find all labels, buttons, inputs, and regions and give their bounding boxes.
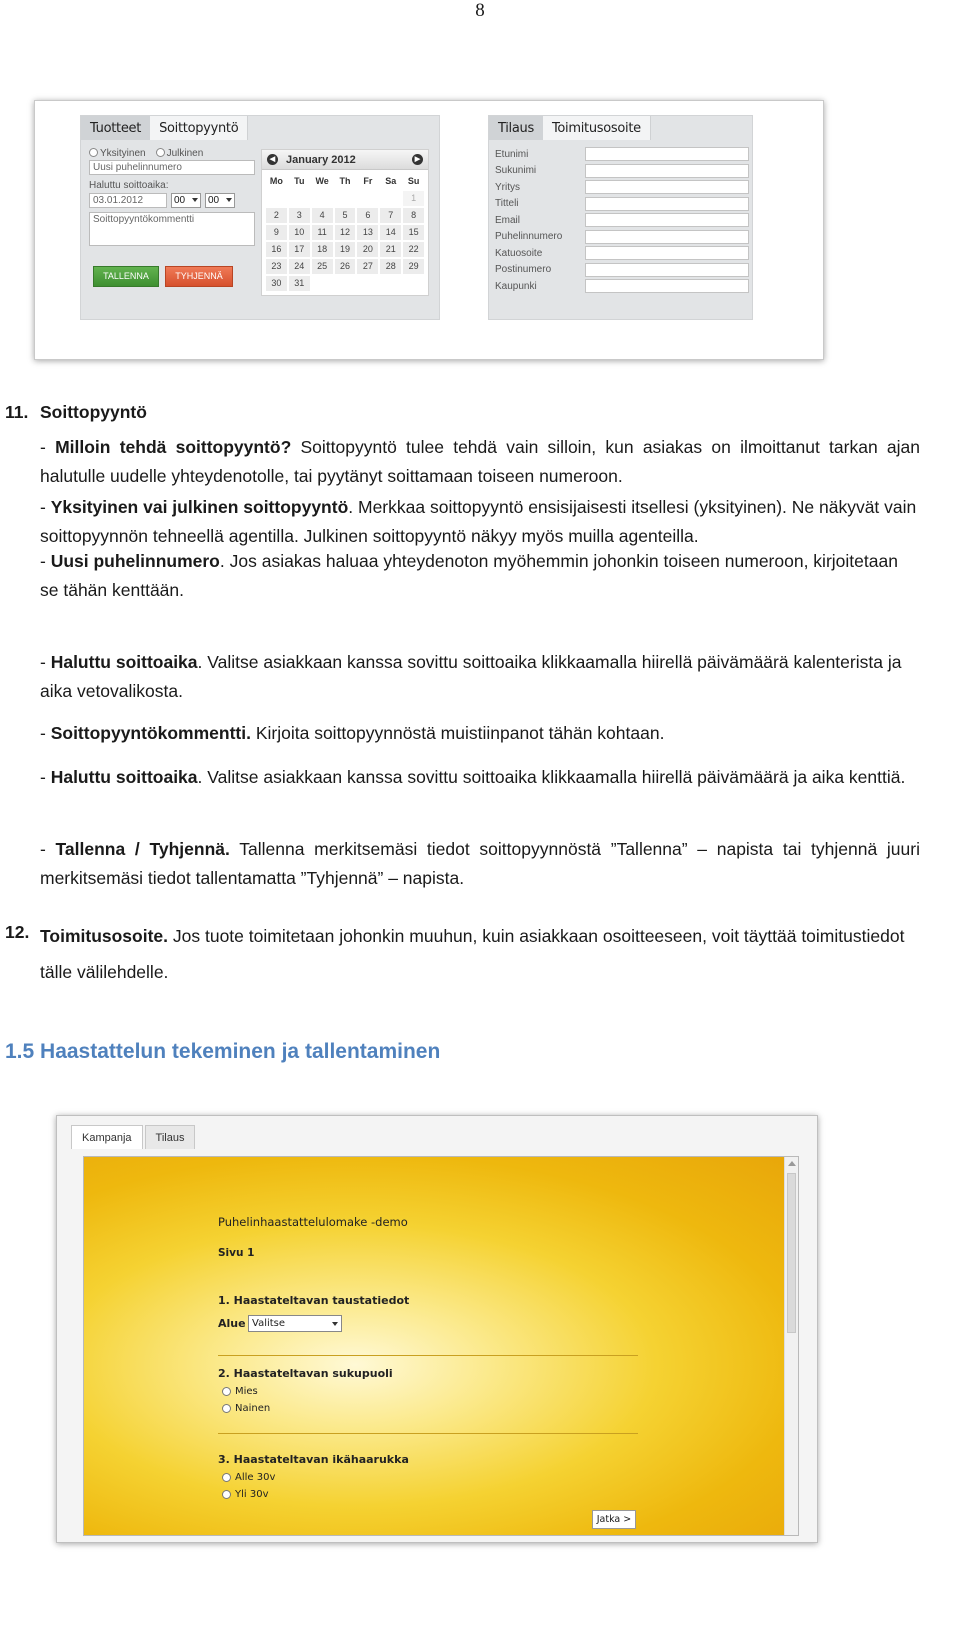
- weekday-label: Sa: [385, 176, 397, 186]
- survey-tabs: [71, 1125, 197, 1149]
- calendar-day[interactable]: 15: [403, 225, 424, 240]
- field-input[interactable]: [585, 279, 749, 293]
- weekday-label: Tu: [294, 176, 305, 186]
- next-button[interactable]: Jatka >: [592, 1510, 636, 1529]
- left-tabs: [81, 116, 248, 140]
- address-field-row: [495, 146, 749, 162]
- date-input[interactable]: 03.01.2012: [89, 193, 167, 208]
- tab-order[interactable]: Tilaus: [145, 1125, 196, 1149]
- hour-select[interactable]: [171, 193, 201, 208]
- bold-lead: Haluttu soittoaika: [50, 767, 198, 787]
- divider: [218, 1355, 638, 1356]
- calendar-day[interactable]: 25: [312, 259, 333, 274]
- calendar-day[interactable]: 11: [312, 225, 333, 240]
- address-field-row: [495, 163, 749, 179]
- radio-label: Yli 30v: [235, 1489, 269, 1500]
- address-field-row: [495, 212, 749, 228]
- dropdown-arrow-icon: [226, 198, 232, 202]
- calendar-day[interactable]: 29: [403, 259, 424, 274]
- calendar-day[interactable]: 20: [357, 242, 378, 257]
- clear-button[interactable]: TYHJENNÄ: [165, 266, 233, 287]
- page-number: 8: [475, 0, 485, 21]
- field-input[interactable]: [585, 213, 749, 227]
- para-new-number: - Uusi puhelinnumero. Jos asiakas haluaa yhteydenoton myöhemmin johonkin toiseen numeroon, kirjoitetaan se tähän kenttään.: [40, 551, 898, 600]
- comment-textarea[interactable]: Soittopyyntökommentti: [89, 212, 255, 246]
- minute-value: 00: [208, 195, 220, 206]
- area-label: Alue: [218, 1317, 246, 1330]
- scroll-up-icon[interactable]: [788, 1161, 796, 1166]
- para-text: Jos tuote toimitetaan johonkin muuhun, kuin asiakkaan osoitteeseen, voit täyttää toimitustiedot tälle välilehdelle.: [40, 926, 905, 982]
- para-call-time-2: - Haluttu soittoaika. Valitse asiakkaan kanssa sovittu soittoaika klikkaamalla hiirellä päivämäärä ja aika kenttiä.: [40, 767, 906, 787]
- calendar-grid: [262, 170, 428, 291]
- hour-value: 00: [174, 195, 186, 206]
- section-heading: 1.5 Haastattelun tekeminen ja tallentaminen: [5, 1040, 441, 1063]
- address-field-row: [495, 179, 749, 195]
- calendar: [261, 149, 429, 296]
- field-label: Puhelinnumero: [495, 231, 563, 242]
- callback-form: [89, 146, 255, 316]
- bold-lead: Soittopyyntökommentti.: [50, 723, 251, 743]
- radio-over-30[interactable]: [222, 1489, 269, 1500]
- para-text: . Merkkaa soittopyyntö ensisijaisesti itsellesi (yksityinen). Ne näkyvät vain soittopyynnön tehneellä agentilla. Julkinen soittopyyntö näkyy myös muilla agenteilla.: [40, 497, 917, 546]
- section-12-number: 12.: [5, 922, 30, 942]
- calendar-day[interactable]: 30: [266, 276, 287, 291]
- calendar-day[interactable]: 16: [266, 242, 287, 257]
- calendar-day[interactable]: 26: [335, 259, 356, 274]
- calendar-header: [262, 150, 428, 170]
- radio-private[interactable]: [89, 148, 146, 159]
- field-input[interactable]: [585, 230, 749, 244]
- para-call-time: - Haluttu soittoaika. Valitse asiakkaan kanssa sovittu soittoaika klikkaamalla hiirellä päivämäärä kalenterista ja aika vetovalikosta.: [40, 652, 902, 701]
- calendar-day[interactable]: 14: [380, 225, 401, 240]
- save-button[interactable]: TALLENNA: [93, 266, 159, 287]
- tab-delivery-address[interactable]: Toimitusosoite: [543, 116, 651, 140]
- radio-label: Mies: [235, 1386, 258, 1397]
- calendar-day[interactable]: 27: [357, 259, 378, 274]
- field-label: Kaupunki: [495, 280, 537, 292]
- callback-panel: [80, 115, 440, 320]
- calendar-day[interactable]: 8: [403, 208, 424, 223]
- calendar-day[interactable]: 19: [335, 242, 356, 257]
- radio-public[interactable]: [156, 148, 204, 159]
- weekday-label: Su: [407, 176, 420, 186]
- calendar-day[interactable]: 4: [312, 208, 333, 223]
- calendar-day[interactable]: 5: [335, 208, 356, 223]
- field-input[interactable]: [585, 197, 749, 211]
- radio-circle-icon: [222, 1387, 231, 1396]
- calendar-day[interactable]: 6: [357, 208, 378, 223]
- minute-select[interactable]: [205, 193, 235, 208]
- right-tabs: [489, 116, 651, 140]
- field-label: Titteli: [495, 198, 519, 209]
- radio-circle-icon: [156, 148, 165, 157]
- bold-lead: Uusi puhelinnumero: [50, 551, 220, 571]
- callback-form-screenshot: [34, 100, 824, 360]
- area-select-value: Valitse: [252, 1318, 286, 1329]
- field-input[interactable]: [585, 263, 749, 277]
- calendar-day[interactable]: 12: [335, 225, 356, 240]
- bold-lead: Tallenna / Tyhjennä.: [55, 839, 230, 859]
- prev-month-icon[interactable]: ◀: [267, 154, 278, 165]
- calendar-day[interactable]: 2: [266, 208, 287, 223]
- section-11-number: 11.: [5, 402, 29, 422]
- calendar-empty-cell: [289, 191, 310, 206]
- radio-circle-icon: [222, 1473, 231, 1482]
- address-field-row: [495, 196, 749, 212]
- radio-label: Nainen: [235, 1403, 271, 1414]
- calendar-day[interactable]: 3: [289, 208, 310, 223]
- calendar-day[interactable]: 24: [289, 259, 310, 274]
- calendar-empty-cell: [335, 191, 356, 206]
- radio-circle-icon: [222, 1404, 231, 1413]
- calendar-day[interactable]: 23: [266, 259, 287, 274]
- calendar-day[interactable]: 1: [403, 191, 424, 206]
- address-field-row: [495, 278, 749, 294]
- radio-circle-icon: [222, 1490, 231, 1499]
- field-label: Postinumero: [495, 264, 552, 275]
- para-text: Tallenna merkitsemäsi tiedot soittopyynnöstä ”Tallenna” – napista tai tyhjennä juuri merkitsemäsi tiedot tallentamatta ”Tyhjennä” – napista.: [40, 839, 920, 888]
- area-select[interactable]: [248, 1315, 342, 1332]
- address-fields: [495, 146, 749, 295]
- weekday-label: Mo: [269, 176, 283, 186]
- bold-lead: Haluttu soittoaika: [50, 652, 198, 672]
- visibility-radios: [89, 146, 255, 160]
- radio-label: Yksityinen: [100, 147, 146, 159]
- survey-title: Puhelinhaastattelulomake -demo: [218, 1215, 408, 1229]
- calendar-day[interactable]: 18: [312, 242, 333, 257]
- para-save-clear: - Tallenna / Tyhjennä. Tallenna merkitsemäsi tiedot soittopyynnöstä ”Tallenna” – napista tai tyhjennä juuri merkitsemäsi tiedot tallentamatta ”Tyhjennä” – napista.: [40, 839, 920, 888]
- tab-campaign[interactable]: Kampanja: [71, 1125, 143, 1149]
- calendar-day[interactable]: 9: [266, 225, 287, 240]
- heading-text: Soittopyyntö: [40, 402, 147, 422]
- calendar-month: January 2012: [286, 153, 356, 166]
- para-text: . Jos asiakas haluaa yhteydenoton myöhemmin johonkin toiseen numeroon, kirjoitetaan se tähän kenttään.: [40, 551, 898, 600]
- survey-page-label: Sivu 1: [218, 1247, 255, 1259]
- address-field-row: [495, 229, 749, 245]
- radio-under-30[interactable]: [222, 1472, 275, 1483]
- field-label: Sukunimi: [495, 165, 537, 176]
- field-label: Katuosoite: [495, 247, 543, 259]
- para-private-public: - Yksityinen vai julkinen soittopyyntö. Merkkaa soittopyyntö ensisijaisesti itsellesi (yksityinen). Ne näkyvät vain soittopyynnön tehneellä agentilla. Julkinen soittopyyntö näkyy myös muilla agenteilla.: [40, 497, 917, 546]
- field-input[interactable]: [585, 164, 749, 178]
- field-label: Yritys: [495, 181, 520, 193]
- field-input[interactable]: [585, 147, 749, 161]
- calendar-empty-cell: [312, 191, 333, 206]
- calendar-day[interactable]: 31: [289, 276, 310, 291]
- weekday-label: We: [315, 176, 329, 186]
- time-label: Haluttu soittoaika:: [89, 180, 169, 191]
- address-field-row: [495, 245, 749, 261]
- calendar-empty-cell: [266, 191, 287, 206]
- delivery-address-panel: [488, 115, 753, 320]
- question-2: 2. Haastateltavan sukupuoli: [218, 1367, 393, 1380]
- calendar-day[interactable]: 13: [357, 225, 378, 240]
- calendar-day[interactable]: 28: [380, 259, 401, 274]
- question-3: 3. Haastateltavan ikähaarukka: [218, 1453, 409, 1466]
- bold-lead: Yksityinen vai julkinen soittopyyntö: [50, 497, 349, 517]
- radio-label: Julkinen: [166, 147, 204, 159]
- address-field-row: [495, 262, 749, 278]
- weekday-label: Th: [339, 176, 351, 186]
- para-text: . Valitse asiakkaan kanssa sovittu soittoaika klikkaamalla hiirellä päivämäärä ja aika kenttiä.: [197, 767, 906, 787]
- radio-female[interactable]: [222, 1403, 270, 1414]
- field-input[interactable]: [585, 246, 749, 260]
- tab-order[interactable]: Tilaus: [489, 116, 543, 140]
- phone-input[interactable]: Uusi puhelinnumero: [89, 160, 255, 175]
- survey-panel: [83, 1156, 799, 1536]
- section-11-heading: [40, 398, 920, 427]
- field-label: Email: [495, 214, 521, 226]
- radio-male[interactable]: [222, 1386, 258, 1397]
- calendar-empty-cell: [380, 191, 401, 206]
- para-text: . Valitse asiakkaan kanssa sovittu soittoaika klikkaamalla hiirellä päivämäärä kalenterista ja aika vetovalikosta.: [40, 652, 902, 701]
- para-when: - Milloin tehdä soittopyyntö? Soittopyyntö tulee tehdä vain silloin, kun asiakas on ilmoittanut tarkan ajan halutulle uudelle yhteydenotolle, tai pyytänyt soittamaan toiseen numeroon.: [40, 437, 920, 486]
- para-delivery: [40, 918, 920, 990]
- para-text: Kirjoita soittopyynnöstä muistiinpanot tähän kohtaan.: [250, 723, 665, 743]
- calendar-day[interactable]: 7: [380, 208, 401, 223]
- radio-label: Alle 30v: [235, 1472, 276, 1483]
- field-input[interactable]: [585, 180, 749, 194]
- calendar-day[interactable]: 21: [380, 242, 401, 257]
- calendar-day[interactable]: 10: [289, 225, 310, 240]
- para-text: Soittopyyntö tulee tehdä vain silloin, kun asiakas on ilmoittanut tarkan ajan halutulle uudelle yhteydenotolle, tai pyytänyt soittamaan toiseen numeroon.: [40, 437, 920, 486]
- survey-screenshot: [56, 1115, 818, 1543]
- bold-lead: Milloin tehdä soittopyyntö?: [55, 437, 292, 457]
- scrollbar-thumb[interactable]: [787, 1173, 796, 1333]
- dropdown-arrow-icon: [192, 198, 198, 202]
- calendar-empty-cell: [357, 191, 378, 206]
- para-comment: - Soittopyyntökommentti. Kirjoita soittopyynnöstä muistiinpanot tähän kohtaan.: [40, 723, 665, 743]
- field-label: Etunimi: [495, 148, 529, 160]
- bold-lead: Toimitusosoite.: [40, 926, 169, 946]
- divider: [218, 1433, 638, 1434]
- radio-circle-icon: [89, 148, 98, 157]
- calendar-day[interactable]: 22: [403, 242, 424, 257]
- tab-callback[interactable]: Soittopyyntö: [150, 116, 248, 140]
- dropdown-arrow-icon: [332, 1322, 338, 1326]
- calendar-day[interactable]: 17: [289, 242, 310, 257]
- tab-products[interactable]: Tuotteet: [81, 116, 150, 140]
- datetime-row: [89, 193, 255, 208]
- scrollbar[interactable]: [784, 1157, 798, 1536]
- weekday-label: Fr: [363, 176, 373, 186]
- next-month-icon[interactable]: ▶: [412, 154, 423, 165]
- question-1: 1. Haastateltavan taustatiedot: [218, 1294, 410, 1307]
